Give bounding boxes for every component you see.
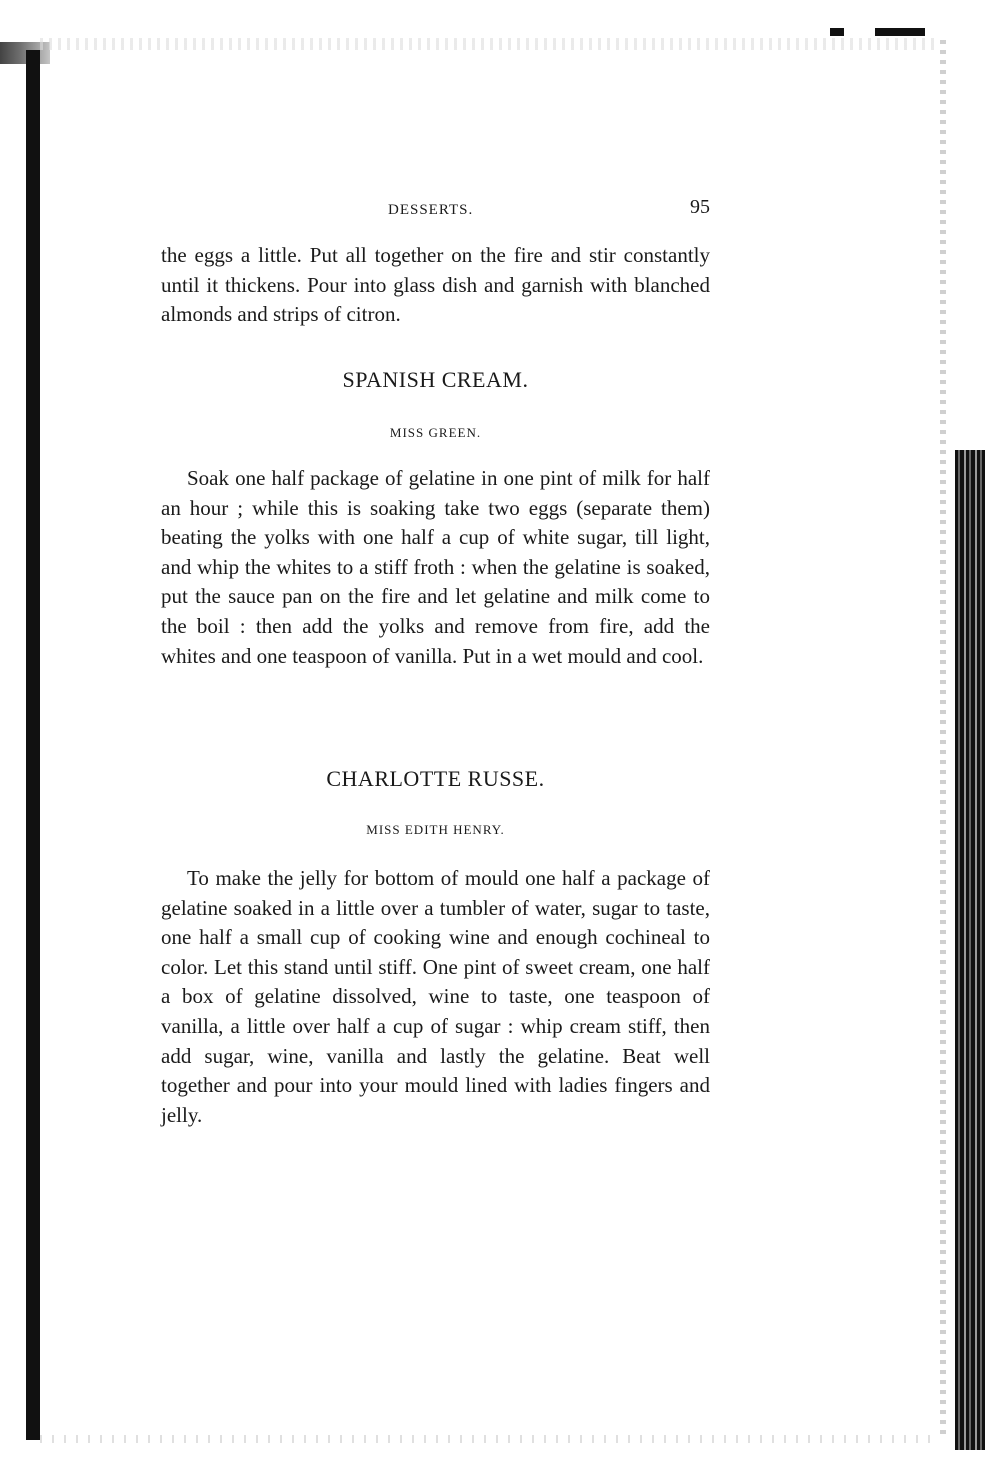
page-number: 95	[690, 196, 710, 218]
scan-binding-edge-left	[26, 50, 40, 1440]
continuation-paragraph: the eggs a little. Put all together on the fire and stir constantly until it thickens. Pour into glass dish and garnish with blanched almonds and strips of citron.	[161, 243, 710, 327]
scan-noise-right	[940, 40, 946, 1440]
recipe-author-spanish-cream: MISS GREEN.	[389, 425, 482, 440]
recipe-title-charlotte-russe: CHARLOTTE RUSSE.	[326, 766, 545, 791]
scan-noise-bottom	[40, 1435, 940, 1443]
recipe-title-spanish-cream: SPANISH CREAM.	[342, 367, 529, 392]
recipe-author-charlotte-russe: MISS EDITH HENRY.	[366, 822, 505, 837]
running-header	[160, 196, 710, 226]
scan-noise-top	[40, 38, 940, 50]
scan-mark-top-right	[875, 28, 925, 36]
recipe-body-spanish-cream: Soak one half package of gelatine in one pint of milk for half an hour ; while this is soaking take two eggs (separate them) beating the yolks with one half a cup of white sugar, till light, and whip the whites to a stiff froth : when the gelatine is soaked, put the sauce pan on the fire and let gelatine and milk come to the boil : then add the yolks and remove from fire, add the whites and one teaspoon of vanilla. Put in a wet mould and cool.	[161, 466, 710, 668]
running-head-title: DESSERTS.	[388, 202, 474, 218]
scan-mark-top-right-small	[830, 28, 844, 36]
recipe-body-charlotte-russe: To make the jelly for bottom of mould one half a package of gelatine soaked in a little over a tumbler of water, sugar to taste, one half a small cup of cooking wine and enough cochineal to color. Let this stand until stiff. One pint of sweet cream, one half a box of gelatine dissolved, wine to taste, one teaspoon of vanilla, a little over half a cup of sugar : whip cream stiff, then add sugar, wine, vanilla and lastly the gelatine. Beat well together and pour into your mould lined with ladies fingers and jelly.	[161, 866, 710, 1127]
scan-page-edge-right	[955, 450, 985, 1450]
